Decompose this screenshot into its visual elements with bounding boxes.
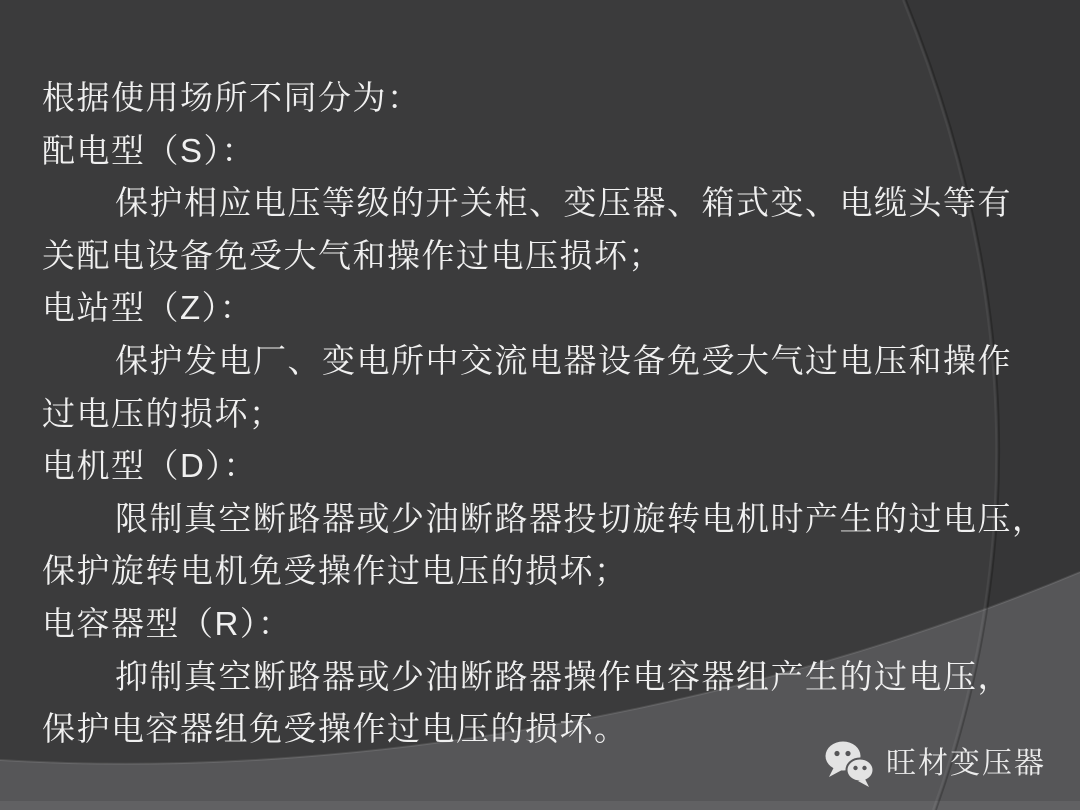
slide-text-line: 配电型（S）：: [42, 131, 257, 169]
slide-text-line: 关配电设备免受大气和操作过电压损坏；: [42, 236, 663, 274]
slide-text-line: 电站型（Z）：: [42, 289, 255, 327]
slide-text-line: 过电压的损坏；: [42, 394, 284, 432]
slide-text-line: 抑制真空断路器或少油断路器操作电容器组产生的过电压，: [115, 657, 1012, 695]
slide-text-line: 保护发电厂、变电所中交流电器设备免受大气过电压和操作: [115, 341, 1012, 379]
wechat-icon: [824, 740, 876, 788]
slide-text-line: 限制真空断路器或少油断路器投切旋转电机时产生的过电压，: [115, 499, 1047, 537]
slide-text-line: 保护旋转电机免受操作过电压的损坏；: [42, 552, 629, 590]
slide-text-line: 电机型（D）：: [42, 447, 258, 485]
slide-text-block: [42, 72, 1052, 756]
slide-text-line: 电容器型（R）：: [42, 604, 293, 642]
wechat-watermark: [824, 740, 1046, 788]
watermark-label: 旺材变压器: [886, 747, 1046, 780]
slide-text-line: 保护电容器组免受操作过电压的损坏。: [42, 710, 629, 748]
slide-text-line: 保护相应电压等级的开关柜、变压器、箱式变、电缆头等有: [115, 184, 1012, 222]
slide-text-line: 根据使用场所不同分为：: [42, 79, 422, 116]
